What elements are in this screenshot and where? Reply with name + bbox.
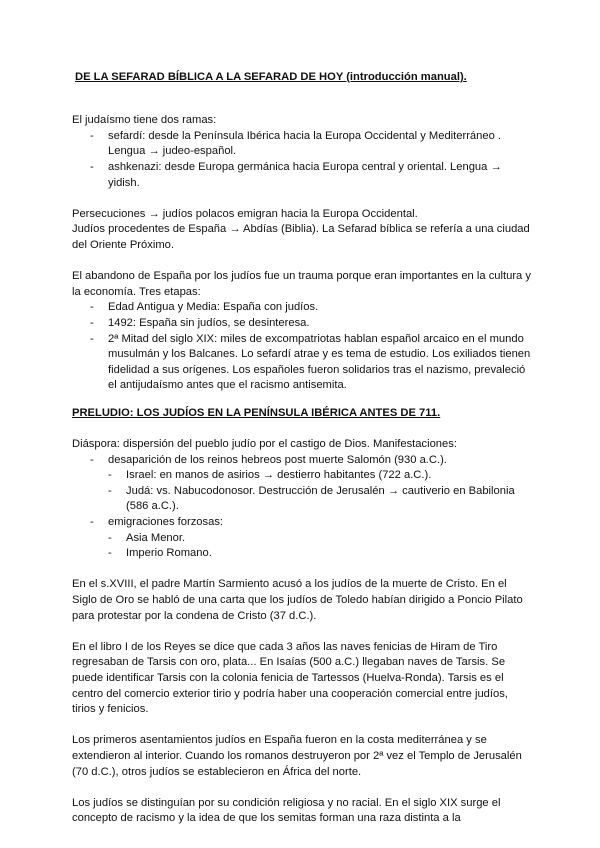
document-title: DE LA SEFARAD BÍBLICA A LA SEFARAD DE HOY (introducción manual).: [75, 71, 467, 83]
list-item: - ashkenazi: desde Europa germánica hacia Europa central y oriental. Lengua → yidish.: [90, 160, 502, 189]
list-dash: -: [90, 516, 94, 529]
branches-list: [72, 129, 532, 191]
list-item: - sefardí: desde la Península Ibérica hacia la Europa Occidental y Mediterráneo . Lengua → judeo-español.: [90, 129, 502, 158]
list-item: - Edad Antigua y Media: España con judíos.: [72, 300, 532, 316]
list-dash: -: [90, 332, 94, 345]
stages-list: [72, 300, 532, 394]
persecutions-paragraph: Persecuciones → judíos polacos emigran hacia la Europa Occidental.: [72, 207, 418, 220]
intro-lead: El judaísmo tiene dos ramas:: [72, 114, 217, 127]
list-dash: -: [90, 301, 94, 314]
paragraph: En el s.XVIII, el padre Martín Sarmiento acusó a los judíos de la muerte de Cristo. En el Siglo de Oro se habló de una carta que los judíos de Toledo habían dirigido a Poncio Pilato para protestar por la condena de Cristo (37 d.C.).: [72, 578, 523, 622]
diaspora-lead: Diáspora: dispersión del pueblo judío por el castigo de Dios. Manifestaciones:: [72, 438, 457, 451]
list-item: - Judá: vs. Nabucodonosor. Destrucción de Jerusalén → cautiverio en Babilonia (586 a.C.).: [108, 484, 515, 513]
paragraph: En el libro I de los Reyes se dice que cada 3 años las naves fenicias de Hiram de Tiro regresaban de Tarsis con oro, plata... En Isaías (500 a.C.) llegaban naves de Tarsis. Se puede identificar Tarsis con la colonia fenicia de Tartessos (Huelva-Ronda). Tarsis es el centro del comercio exterior tirio y podría haber una cooperación comercial entre judíos, tirios y fenicios.: [72, 640, 508, 716]
manifestations-list: [72, 515, 532, 531]
sublist: [72, 468, 532, 515]
paragraph: Los primeros asentamientos judíos en España fueron en la costa mediterránea y se extendieron al interior. Cuando los romanos destruyeron por 2ª vez el Templo de Jerusalén (70 d.C.), otros judíos se establecieron en África del norte.: [72, 734, 522, 778]
list-item: - Imperio Romano.: [72, 546, 532, 562]
list-item: - 1492: España sin judíos, se desinteresa.: [72, 316, 532, 332]
list-dash: -: [108, 469, 112, 482]
manifestations-list: [72, 453, 532, 469]
list-dash: -: [90, 453, 94, 466]
list-item: - Asia Menor.: [72, 531, 532, 547]
list-dash: -: [108, 547, 112, 560]
list-dash: -: [108, 484, 112, 497]
document-body: [72, 70, 532, 827]
sublist: [72, 531, 532, 562]
list-dash: -: [90, 129, 94, 142]
list-dash: -: [90, 316, 94, 329]
list-item: - 2ª Mitad del siglo XIX: miles de excompatriotas hablan español arcaico en el mundo musulmán y los Balcanes. Lo sefardí atrae y es tema de estudio. Los exiliados tienen fidelidad a sus orígenes. Los españoles fueron solidarios tras el nazismo, prevaleció el antijudaísmo antes que el racismo antisemita.: [90, 332, 531, 392]
list-item: - Israel: en manos de asirios → destierro habitantes (722 a.C.).: [72, 468, 532, 484]
section-heading: PRELUDIO: LOS JUDÍOS EN LA PENÍNSULA IBÉRICA ANTES DE 711.: [72, 406, 441, 419]
origin-paragraph: Judíos procedentes de España → Abdías (Biblia). La Sefarad bíblica se refería a una ciudad del Oriente Próximo.: [72, 223, 530, 251]
abandon-lead: El abandono de España por los judíos fue un trauma porque eran importantes en la cultura y la economía. Tres etapas:: [72, 270, 531, 298]
list-dash: -: [90, 160, 94, 173]
list-item: - desaparición de los reinos hebreos post muerte Salomón (930 a.C.).: [72, 453, 532, 469]
list-item: - emigraciones forzosas:: [72, 515, 532, 531]
list-dash: -: [108, 531, 112, 544]
paragraph: Los judíos se distinguían por su condición religiosa y no racial. En el siglo XIX surge el concepto de racismo y la idea de que los semitas forman una raza distinta a la: [72, 796, 501, 825]
